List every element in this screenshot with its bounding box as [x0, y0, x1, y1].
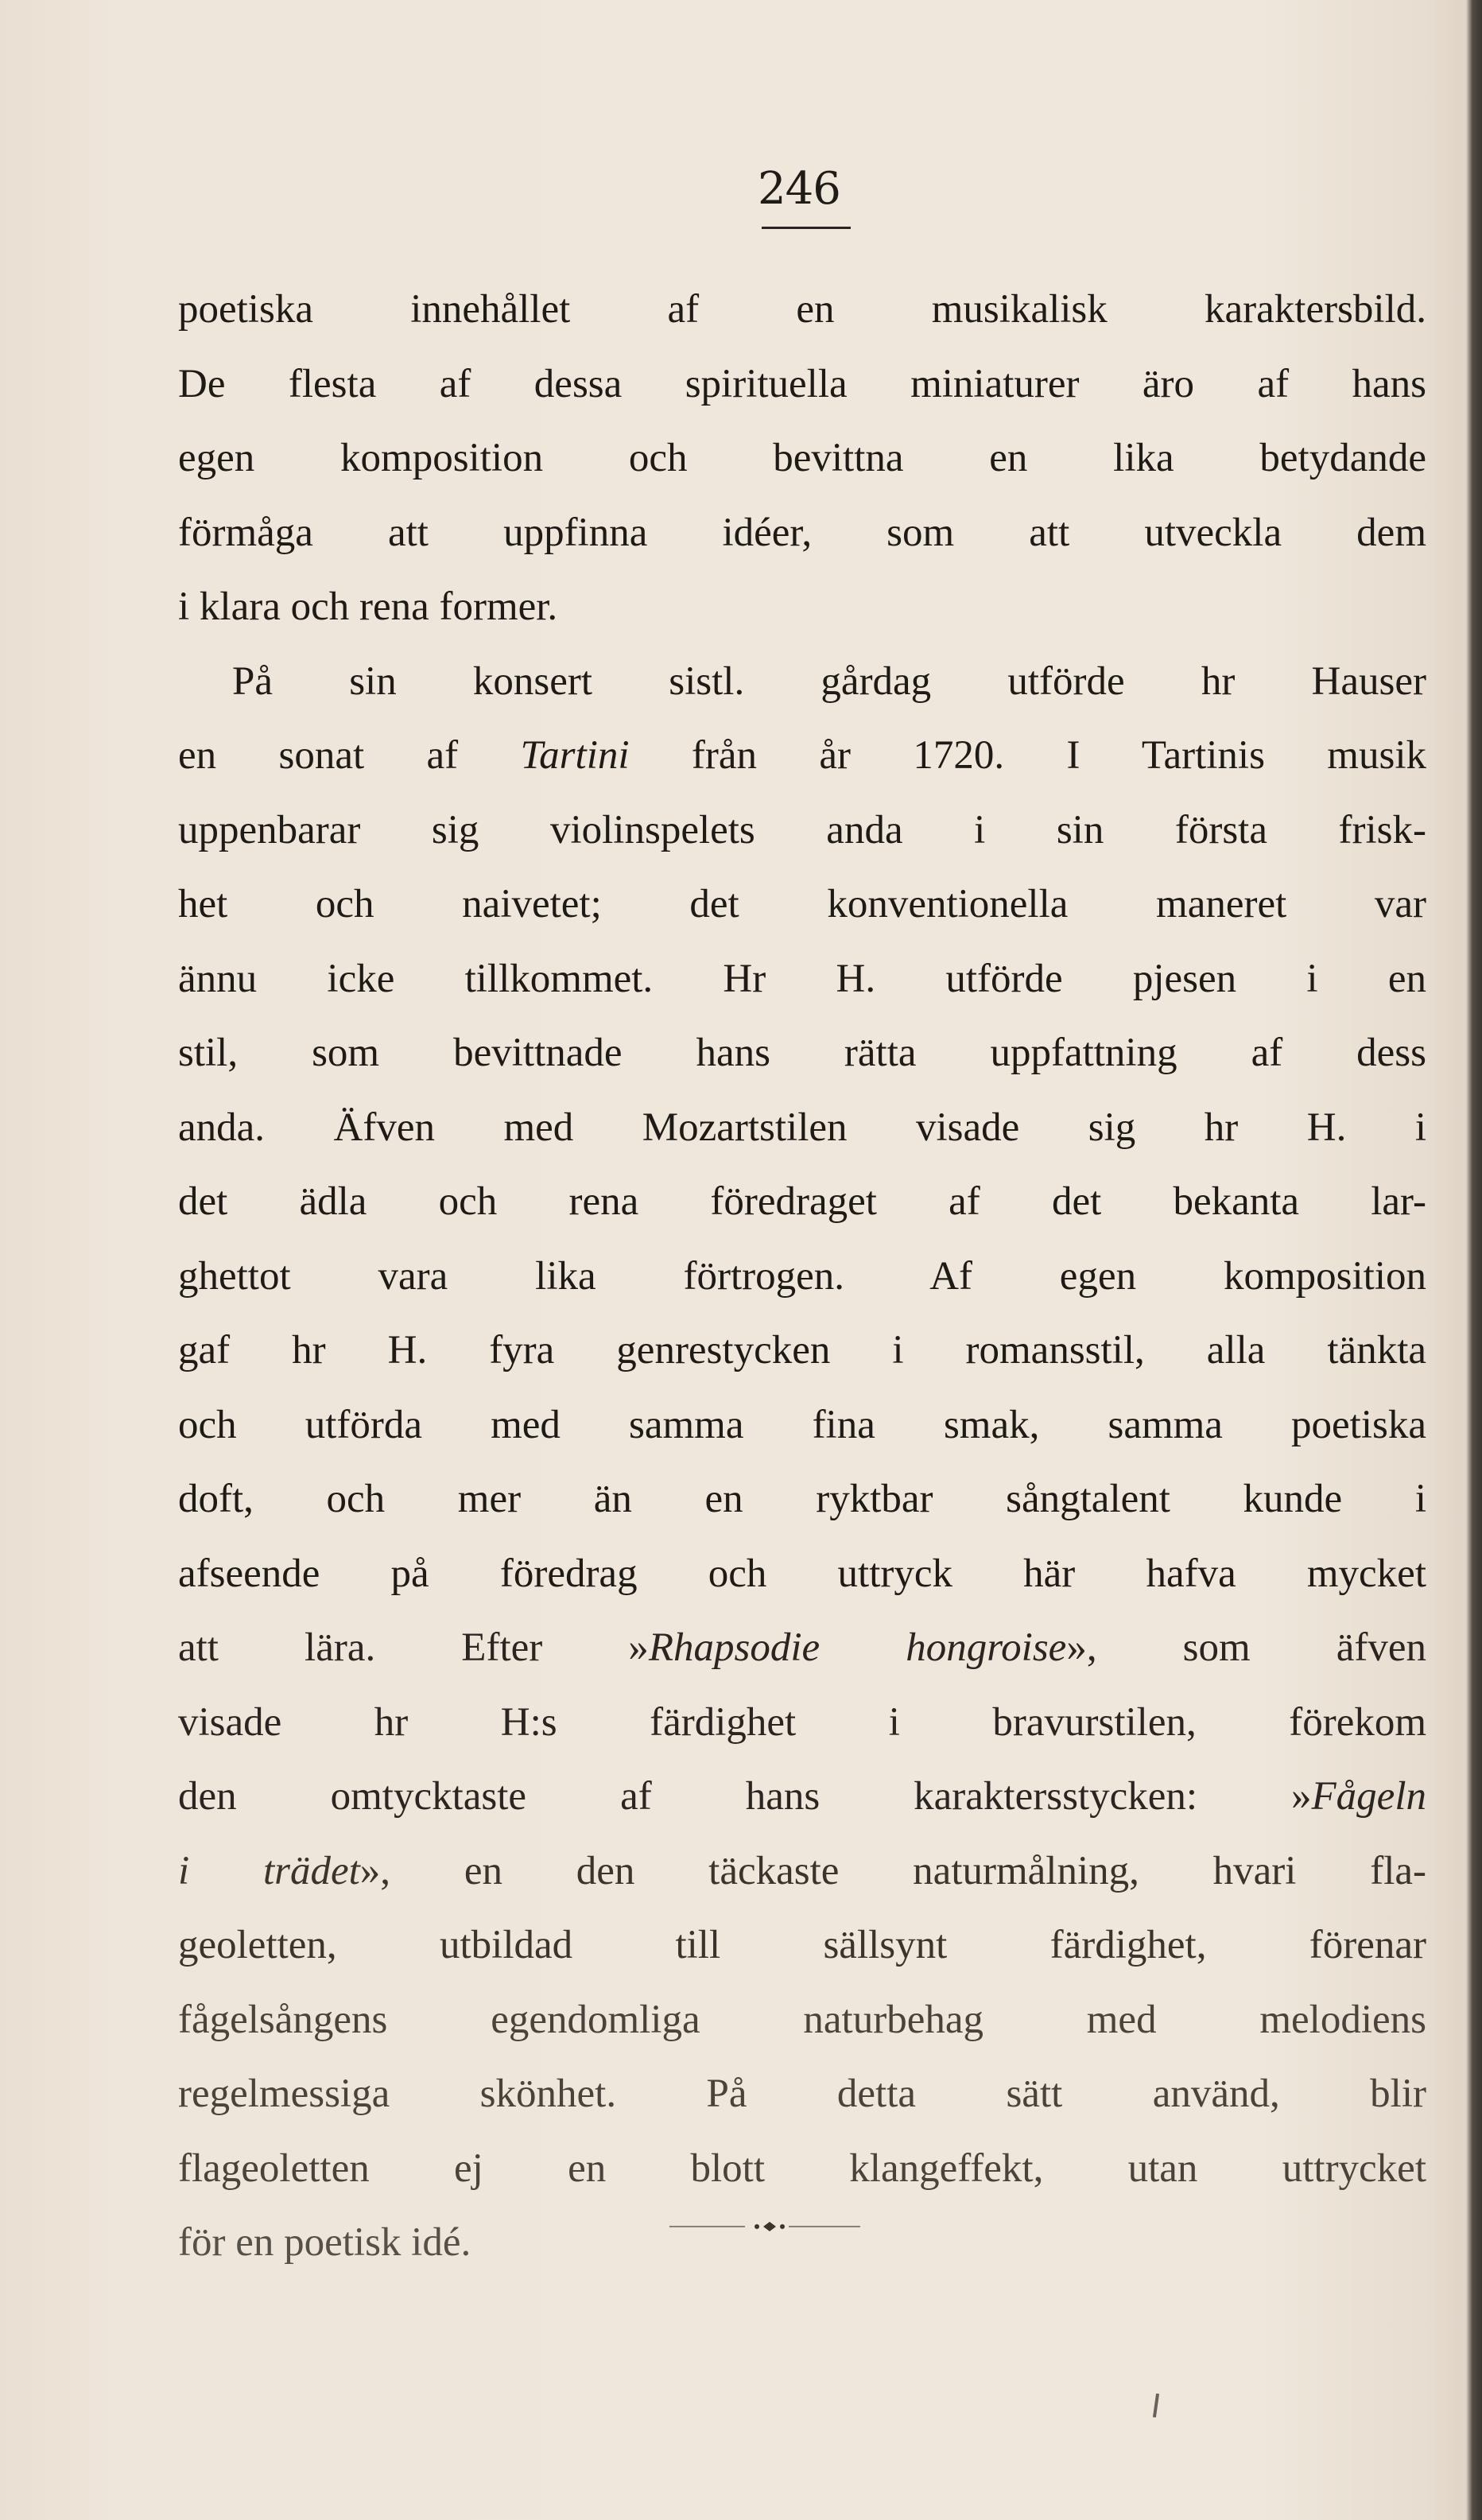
text-fragment: », som äfven — [1066, 1625, 1426, 1670]
text-line — [178, 1835, 1426, 1909]
page-edge-shadow — [1466, 0, 1482, 2520]
text-line: ännu icke tillkommet. Hr H. utförde pjesen i en — [178, 956, 1426, 1001]
text-line: egen komposition och bevittna en lika betydande — [178, 436, 1426, 480]
text-line: fågelsångens egendomliga naturbehag med melodiens — [178, 1997, 1426, 2042]
text-line — [178, 1611, 1426, 1686]
text-line: doft, och mer än en ryktbar sångtalent kunde i — [178, 1477, 1426, 1521]
text-line: poetiska innehållet af en musikalisk karaktersbild. — [178, 287, 1426, 332]
italic-title-fageln: Fågeln — [1311, 1774, 1426, 1819]
text-line — [178, 1760, 1426, 1835]
text-fragment: », en den täckaste naturmålning, hvari fla- — [359, 1848, 1426, 1893]
text-line: regelmessiga skönhet. På detta sätt använd, blir — [178, 2072, 1426, 2116]
section-end-ornament — [669, 2219, 860, 2235]
stray-mark — [1153, 2394, 1159, 2417]
text-line: anda. Äfven med Mozartstilen visade sig hr H. i — [178, 1105, 1426, 1150]
italic-title-tradet: i trädet — [178, 1848, 360, 1893]
text-line: i klara och rena former. — [178, 584, 558, 629]
text-line: uppenbarar sig violinspelets anda i sin första frisk- — [178, 807, 1426, 852]
text-line: geoletten, utbildad till sällsynt färdighet, förenar — [178, 1923, 1426, 1967]
text-line: De flesta af dessa spirituella miniaturer äro af hans — [178, 361, 1426, 406]
text-line: ghettot vara lika förtrogen. Af egen komposition — [178, 1253, 1426, 1299]
text-line: stil, som bevittnade hans rätta uppfattning af dess — [178, 1031, 1426, 1075]
text-line: het och naivetet; det konventionella maneret var — [178, 882, 1426, 926]
page-number: 246 — [758, 163, 840, 215]
text-line: afseende på föredrag och uttryck här hafva mycket — [178, 1551, 1426, 1596]
text-line: förmåga att uppfinna idéer, som att utveckla dem — [178, 510, 1426, 555]
page-number-rule — [762, 227, 851, 229]
text-line: flageoletten ej en blott klangeffekt, utan uttrycket — [178, 2145, 1426, 2191]
text-line: visade hr H:s färdighet i bravurstilen, förekom — [178, 1699, 1426, 1745]
text-fragment: en sonat af — [178, 733, 521, 778]
text-line: och utförda med samma fina smak, samma poetiska — [178, 1402, 1426, 1447]
italic-title-rhapsodie: Rhapsodie hongroise — [648, 1625, 1067, 1670]
text-fragment: från år 1720. I Tartinis musik — [629, 733, 1426, 778]
text-line: för en poetisk idé. — [178, 2220, 471, 2265]
text-line — [178, 719, 1426, 794]
italic-name-tartini: Tartini — [520, 733, 630, 778]
text-fragment: att lära. Efter » — [178, 1625, 649, 1670]
text-line: gaf hr H. fyra genrestycken i romansstil, alla tänkta — [178, 1328, 1426, 1373]
body-text — [178, 273, 1426, 2281]
text-line: det ädla och rena föredraget af det bekanta lar- — [178, 1179, 1426, 1224]
text-fragment: den omtycktaste af hans karaktersstycken: » — [178, 1774, 1312, 1819]
paragraph-start: På sin konsert sistl. gårdag utförde hr Hauser — [232, 658, 1426, 704]
